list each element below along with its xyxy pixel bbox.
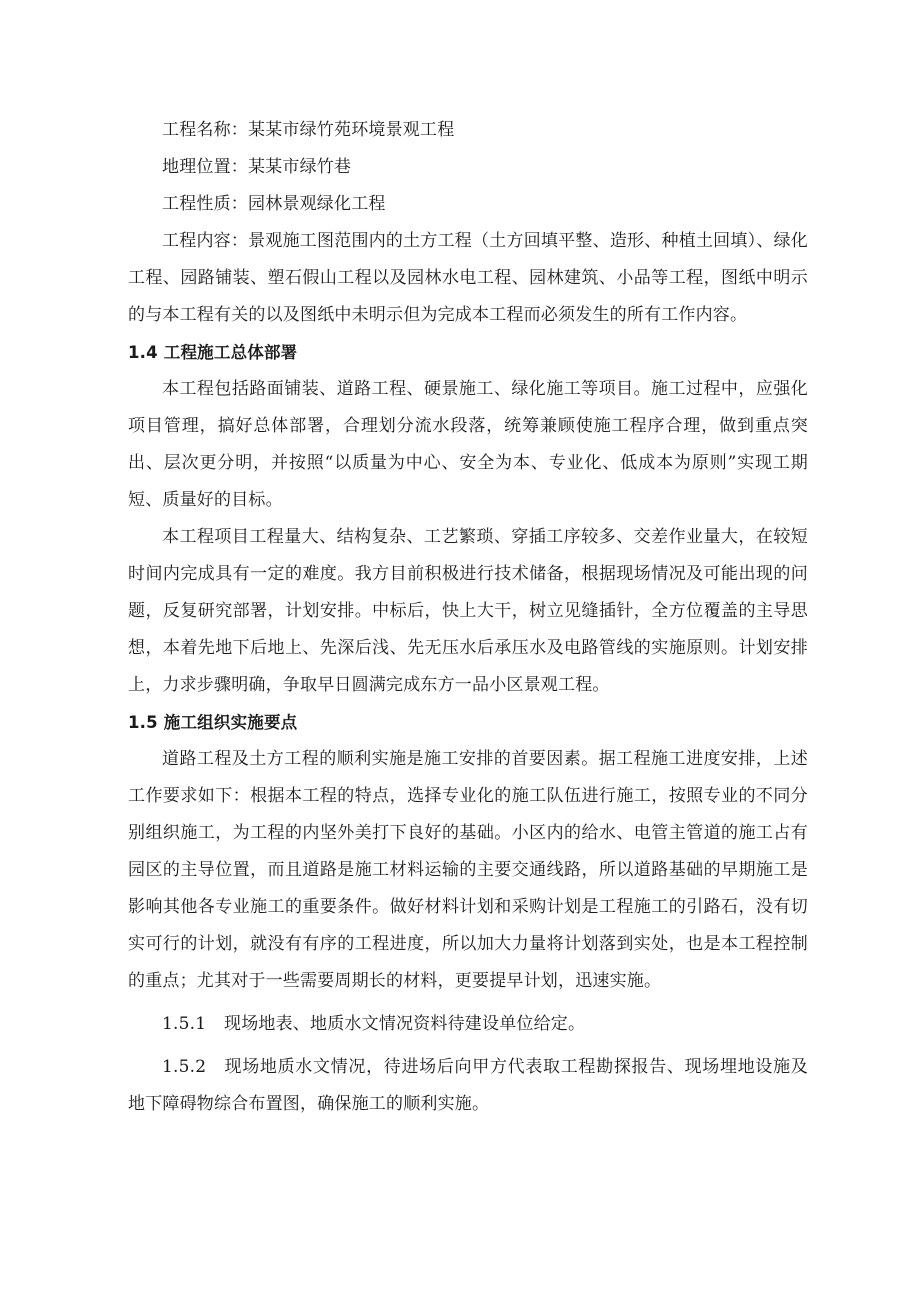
project-location-line: 地理位置：某某市绿竹巷 <box>162 157 352 177</box>
project-name-line: 工程名称：某某市绿竹苑环境景观工程 <box>162 120 455 140</box>
subsection-1-5-2 <box>128 1049 808 1123</box>
section-1-4-paragraph-1: 本工程包括路面铺装、道路工程、硬景施工、绿化施工等项目。施工过程中，应强化项目管理，搞好总体部署，合理划分流水段落，统筹兼顾使施工程序合理，做到重点突出、层次更分明，并按照“以质量为中心、安全为本、专业化、低成本为原则”实现工期短、质量好的目标。 <box>128 379 808 510</box>
section-1-5-paragraph-1: 道路工程及土方工程的顺利实施是施工安排的首要因素。据工程施工进度安排，上述工作要求如下：根据本工程的特点，选择专业化的施工队伍进行施工，按照专业的不同分别组织施工，为工程的内坚外美打下良好的基础。小区内的给水、电管主管道的施工占有园区的主导位置，而且道路是施工材料运输的主要交通线路，所以道路基础的早期施工是影响其他各专业施工的重要条件。做好材料计划和采购计划是工程施工的引路石，没有切实可行的计划，就没有有序的工程进度，所以加大力量将计划落到实处，也是本工程控制的重点；尤其对于一些需要周期长的材料，更要提早计划，迅速实施。 <box>128 749 808 991</box>
project-content-paragraph: 工程内容：景观施工图范围内的土方工程（土方回填平整、造形、种植土回填）、绿化工程、园路铺装、塑石假山工程以及园林水电工程、园林建筑、小品等工程，图纸中明示的与本工程有关的以及图纸中未明示但为完成本工程而必须发生的所有工作内容。 <box>128 231 808 325</box>
section-1-4-paragraph-2: 本工程项目工程量大、结构复杂、工艺繁琐、穿插工序较多、交差作业量大，在较短时间内完成具有一定的难度。我方目前积极进行技术储备，根据现场情况及可能出现的问题，反复研究部署，计划安排。中标后，快上大干，树立见缝插针，全方位覆盖的主导思想，本着先地下后地上、先深后浅、先无压水后承压水及电路管线的实施原则。计划安排上，力求步骤明确，争取早日圆满完成东方一品小区景观工程。 <box>128 527 808 695</box>
subsection-text: 现场地表、地质水文情况资料待建设单位给定。 <box>224 1014 586 1034</box>
section-1-5-heading: 1.5 施工组织实施要点 <box>128 713 298 732</box>
subsection-1-5-1 <box>128 1006 808 1043</box>
project-nature-line: 工程性质：园林景观绿化工程 <box>162 194 386 214</box>
subsection-number: 1.5.2 <box>162 1057 207 1077</box>
section-1-4-heading: 1.4 工程施工总体部署 <box>128 343 298 362</box>
document-body <box>128 112 808 1123</box>
subsection-text: 现场地质水文情况，待进场后向甲方代表取工程勘探报告、现场埋地设施及地下障碍物综合布置图，确保施工的顺利实施。 <box>128 1057 808 1114</box>
subsection-number: 1.5.1 <box>162 1014 207 1034</box>
